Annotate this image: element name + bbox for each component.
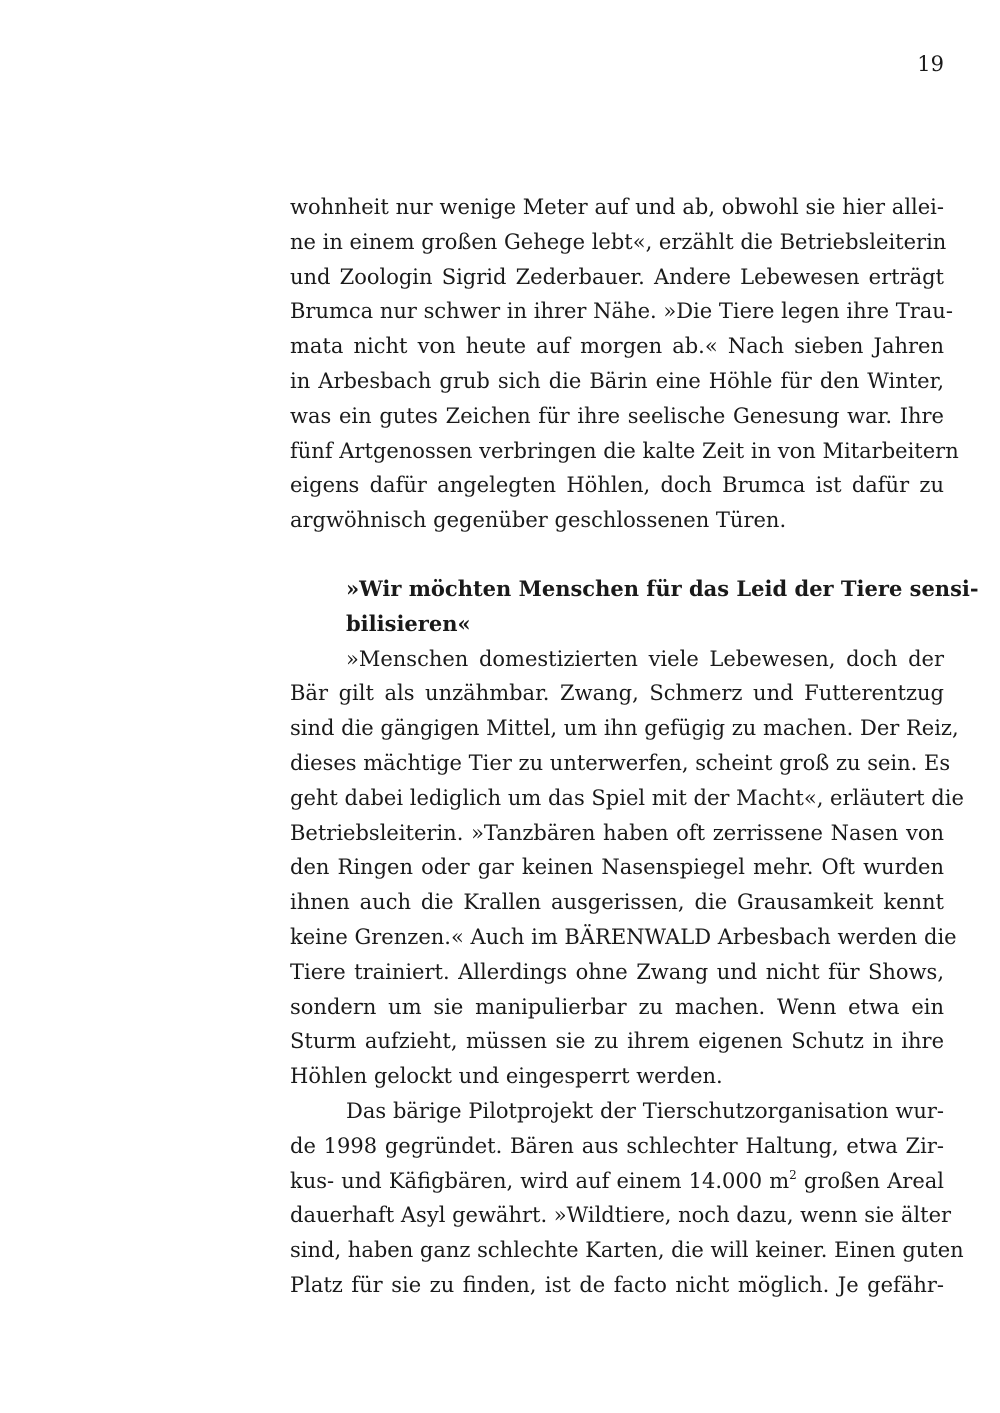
text-line: Sturm aufzieht, müssen sie zu ihrem eigenen Schutz in ihre xyxy=(290,1029,944,1054)
text-line: fünf Artgenossen verbringen die kalte Zeit in von Mitarbeitern xyxy=(290,438,959,463)
text-line: Höhlen gelockt und eingesperrt werden. xyxy=(290,1064,723,1089)
text-line: eigens dafür angelegten Höhlen, doch Brumca ist dafür zu xyxy=(290,473,944,498)
body-text xyxy=(290,190,979,1303)
text-line: Bär gilt als unzähmbar. Zwang, Schmerz und Futterentzug xyxy=(290,681,944,706)
text-segment: kus- und Käfigbären, wird auf einem 14.000 m xyxy=(290,1168,790,1193)
text-line: sind die gängigen Mittel, um ihn gefügig zu machen. Der Reiz, xyxy=(290,716,959,741)
heading-line: bilisieren« xyxy=(346,610,471,636)
text-line: in Arbesbach grub sich die Bärin eine Höhle für den Winter, xyxy=(290,368,944,393)
section-heading xyxy=(290,572,979,642)
text-line: sondern um sie manipulierbar zu machen. Wenn etwa ein xyxy=(290,994,944,1019)
text-line: dauerhaft Asyl gewährt. »Wildtiere, noch dazu, wenn sie älter xyxy=(290,1203,952,1228)
text-line: de 1998 gegründet. Bären aus schlechter Haltung, etwa Zir- xyxy=(290,1133,944,1158)
paragraph-1 xyxy=(290,190,959,538)
text-line: »Menschen domestizierten viele Lebewesen, doch der xyxy=(346,646,944,671)
text-line: argwöhnisch gegenüber geschlossenen Türen. xyxy=(290,508,787,533)
page-number: 19 xyxy=(917,52,944,76)
text-line: wohnheit nur wenige Meter auf und ab, obwohl sie hier allei- xyxy=(290,195,944,219)
text-segment: großen Areal xyxy=(796,1168,944,1193)
text-line: ihnen auch die Krallen ausgerissen, die Grausamkeit kennt xyxy=(290,890,944,915)
text-line: ne in einem großen Gehege lebt«, erzählt die Betriebsleiterin xyxy=(290,229,947,254)
text-line: mata nicht von heute auf morgen ab.« Nach sieben Jahren xyxy=(290,334,944,359)
text-line: Tiere trainiert. Allerdings ohne Zwang und nicht für Shows, xyxy=(290,959,944,984)
text-line: Das bärige Pilotprojekt der Tierschutzorganisation wur- xyxy=(346,1098,944,1123)
superscript: 2 xyxy=(789,1167,797,1182)
heading-line: »Wir möchten Menschen für das Leid der Tiere sensi- xyxy=(346,575,979,601)
text-line: keine Grenzen.« Auch im BÄRENWALD Arbesbach werden die xyxy=(290,924,957,949)
text-line: dieses mächtige Tier zu unterwerfen, scheint groß zu sein. Es xyxy=(290,750,951,775)
text-line: Brumca nur schwer in ihrer Nähe. »Die Tiere legen ihre Trau- xyxy=(290,299,953,324)
text-line: sind, haben ganz schlechte Karten, die will keiner. Einen guten xyxy=(290,1238,964,1263)
text-line: geht dabei lediglich um das Spiel mit der Macht«, erläutert die xyxy=(290,785,964,810)
text-line: den Ringen oder gar keinen Nasenspiegel mehr. Oft wurden xyxy=(290,855,944,880)
text-line: was ein gutes Zeichen für ihre seelische Genesung war. Ihre xyxy=(290,403,944,428)
text-line: und Zoologin Sigrid Zederbauer. Andere Lebewesen erträgt xyxy=(290,264,944,289)
paragraph-2 xyxy=(290,642,964,1094)
text-line: Platz für sie zu finden, ist de facto nicht möglich. Je gefähr- xyxy=(290,1272,944,1297)
paragraph-3 xyxy=(290,1094,964,1303)
text-line-with-superscript xyxy=(290,1164,944,1199)
text-line: Betriebsleiterin. »Tanzbären haben oft zerrissene Nasen von xyxy=(290,820,944,845)
